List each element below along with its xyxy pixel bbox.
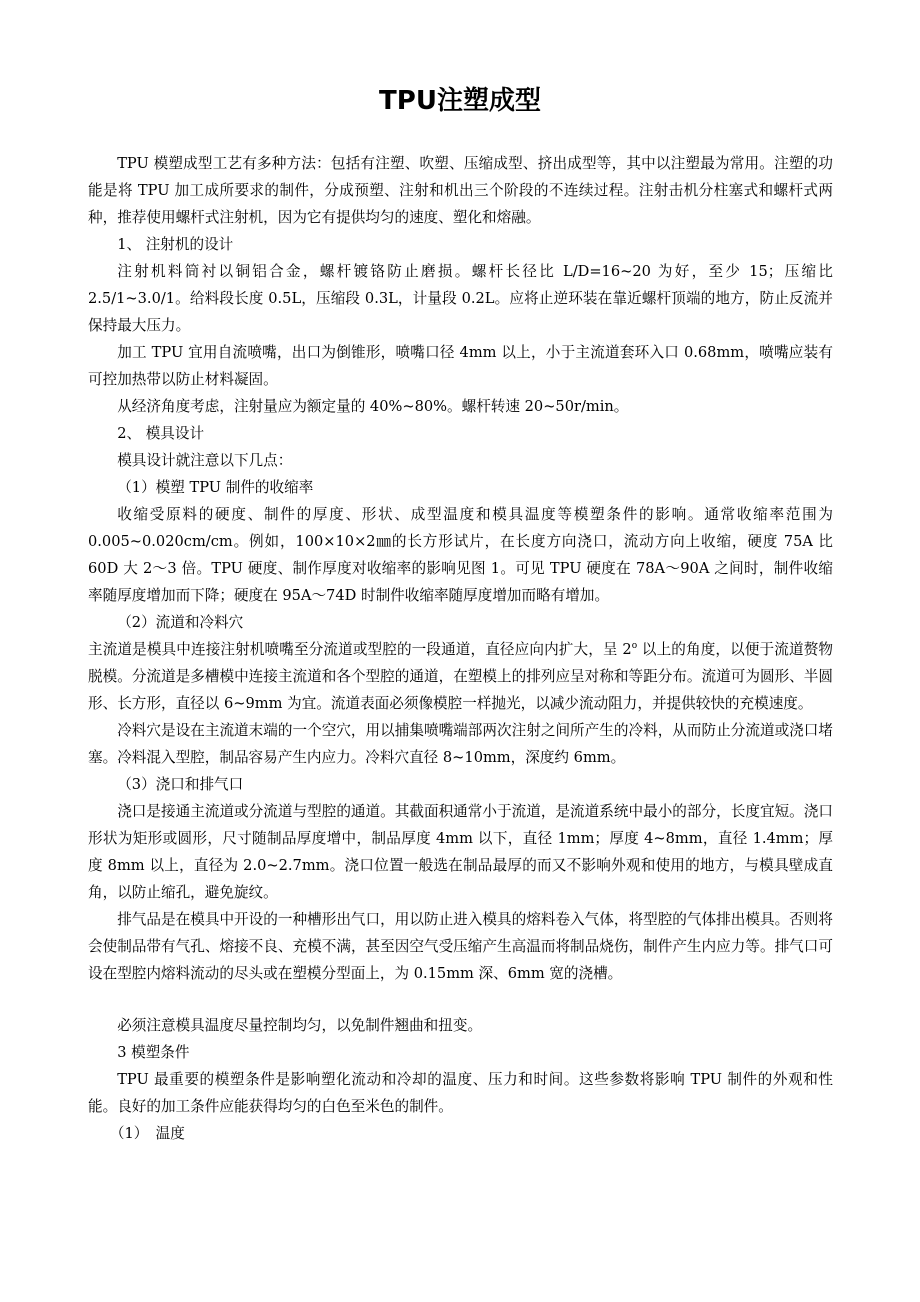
paragraph-shrinkage: 收缩受原料的硬度、制件的厚度、形状、成型温度和模具温度等模塑条件的影响。通常收缩率范围为 0.005~0.020cm/cm。例如，100×10×2㎜的长方形试片，在长度方向浇口，流动方向上收缩，硬度 75A 比 60D 大 2～3 倍。TPU 硬度、制作厚度对收缩率的影响见图 1。可见 TPU 硬度在 78A～90A 之间时，制件收缩率随厚度增加而下降；硬度在 95A～74D 时制件收缩率随厚度增加而略有增加。 <box>88 506 833 604</box>
heading-molding-conditions: 3 模塑条件 <box>117 1044 190 1061</box>
paragraph-mold-temperature-note: 必须注意模具温度尽量控制均匀，以免制件翘曲和扭变。 <box>117 1017 483 1034</box>
heading-mold-design: 2、 模具设计 <box>117 425 205 442</box>
paragraph-barrel-screw: 注射机料筒衬以铜铝合金，螺杆镀铬防止磨损。螺杆长径比 L/D=16~20 为好，至少 15；压缩比 2.5/1~3.0/1。给料段长度 0.5L，压缩段 0.3L，计量段 0.2L。应将止逆环装在靠近螺杆顶端的地方，防止反流并保持最大压力。 <box>88 263 833 334</box>
sprue-text-a: 主流道是模具中连接注射机喷嘴至分流道或型腔的一段通道，直径应向内扩大，呈 2 <box>88 641 632 658</box>
page-title: TPU注塑成型 <box>379 86 541 116</box>
paragraph-cold-slug: 冷料穴是设在主流道末端的一个空穴，用以捕集喷嘴端部两次注射之间所产生的冷料，从而防止分流道或浇口堵塞。冷料混入型腔，制品容易产生内应力。冷料穴直径 8~10mm，深度约 6mm。 <box>88 722 833 766</box>
paragraph-mold-notes: 模具设计就注意以下几点： <box>117 452 293 469</box>
subheading-temperature: （1） 温度 <box>109 1125 185 1142</box>
paragraph-shot-volume: 从经济角度考虑，注射量应为额定量的 40%~80%。螺杆转速 20~50r/min。 <box>117 398 629 415</box>
subheading-gate-vent: （3）浇口和排气口 <box>117 776 244 793</box>
degree-symbol: o <box>631 641 638 652</box>
subheading-shrinkage: （1）模塑 TPU 制件的收缩率 <box>117 479 314 496</box>
document-body <box>88 150 833 1147</box>
paragraph-intro: TPU 模塑成型工艺有多种方法：包括有注塑、吹塑、压缩成型、挤出成型等，其中以注塑最为常用。注塑的功能是将 TPU 加工成所要求的制件，分成预塑、注射和机出三个阶段的不连续过程。注射击机分柱塞式和螺杆式两种，推荐使用螺杆式注射机，因为它有提供均匀的速度、塑化和熔融。 <box>88 155 833 226</box>
paragraph-sprue-runner <box>88 636 833 717</box>
paragraph-gap <box>88 987 833 1012</box>
paragraph-gate: 浇口是接通主流道或分流道与型腔的通道。其截面积通常小于流道，是流道系统中最小的部分，长度宜短。浇口形状为矩形或圆形，尺寸随制品厚度增中，制品厚度 4mm 以下，直径 1mm；厚度 4~8mm，直径 1.4mm；厚度 8mm 以上，直径为 2.0~2.7mm。浇口位置一般选在制品最厚的而又不影响外观和使用的地方，与模具壁成直角，以防止缩孔，避免旋纹。 <box>88 803 833 901</box>
paragraph-vent: 排气品是在模具中开设的一种槽形出气口，用以防止进入模具的熔料卷入气体，将型腔的气体排出模具。否则将会使制品带有气孔、熔接不良、充模不满，甚至因空气受压缩产生高温而将制品烧伤，制件产生内应力等。排气口可设在型腔内熔料流动的尽头或在塑模分型面上，为 0.15mm 深、6mm 宽的浇槽。 <box>88 911 833 982</box>
heading-injection-machine: 1、 注射机的设计 <box>117 236 234 253</box>
subheading-runner: （2）流道和冷料穴 <box>117 614 244 631</box>
sprue-text-b: 以上的角度，以便于流道赘物脱模。分流道是多槽模中连接主流道和各个型腔的通道，在塑模上的排列应呈对称和等距分布。流道可为圆形、半圆形、长方形，直径以 6~9mm 为宜。流道表面必须像模腔一样抛光，以减少流动阻力，并提供较快的充模速度。 <box>88 641 834 712</box>
paragraph-molding-conditions: TPU 最重要的模塑条件是影响塑化流动和冷却的温度、压力和时间。这些参数将影响 TPU 制件的外观和性能。良好的加工条件应能获得均匀的白色至米色的制件。 <box>88 1071 833 1115</box>
paragraph-nozzle: 加工 TPU 宜用自流喷嘴，出口为倒锥形，喷嘴口径 4mm 以上，小于主流道套环入口 0.68mm，喷嘴应装有可控加热带以防止材料凝固。 <box>88 344 833 388</box>
